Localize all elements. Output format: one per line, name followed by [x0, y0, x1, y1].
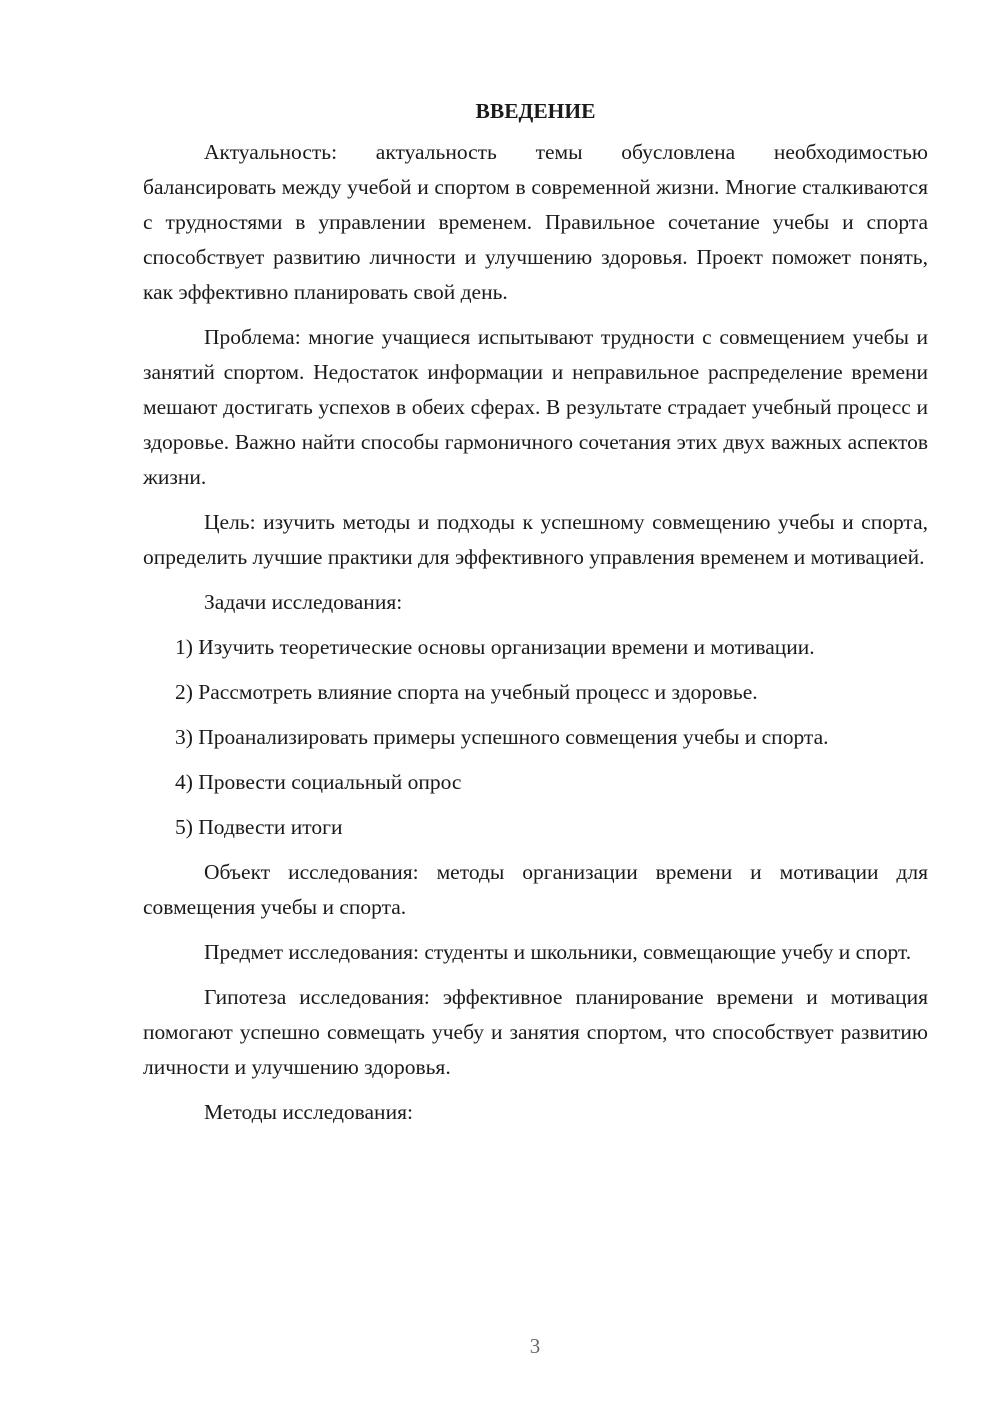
paragraph-subject: Предмет исследования: студенты и школьники, совмещающие учебу и спорт.: [204, 940, 912, 964]
paragraph-hypothesis: Гипотеза исследования: эффективное планирование времени и мотивация помогают успешно совмещать учебу и занятия спортом, что способствует развитию личности и улучшению здоровья.: [143, 985, 928, 1079]
paragraph-tasks-heading: Задачи исследования:: [204, 590, 403, 614]
task-item-3: 3) Проанализировать примеры успешного совмещения учебы и спорта.: [175, 725, 829, 749]
document-body: [143, 92, 928, 1140]
task-item-1: 1) Изучить теоретические основы организации времени и мотивации.: [175, 635, 815, 659]
section-title: ВВЕДЕНИЕ: [475, 99, 596, 123]
page-number: 3: [529, 1334, 541, 1358]
paragraph-object: Объект исследования: методы организации времени и мотивации для совмещения учебы и спорта.: [143, 860, 928, 919]
paragraph-relevance: Актуальность: актуальность темы обусловлена необходимостью балансировать между учебой и спортом в современной жизни. Многие сталкиваются с трудностями в управлении временем. Правильное сочетание учебы и спорта способствует развитию личности и улучшению здоровья. Проект поможет понять, как эффективно планировать свой день.: [143, 140, 928, 304]
task-item-4: 4) Провести социальный опрос: [175, 770, 462, 794]
paragraph-methods: Методы исследования:: [204, 1100, 413, 1124]
paragraph-problem: Проблема: многие учащиеся испытывают трудности с совмещением учебы и занятий спортом. Недостаток информации и неправильное распределение времени мешают достигать успехов в обеих сферах. В результате страдает учебный процесс и здоровье. Важно найти способы гармоничного сочетания этих двух важных аспектов жизни.: [143, 325, 928, 489]
task-item-2: 2) Рассмотреть влияние спорта на учебный процесс и здоровье.: [175, 680, 758, 704]
paragraph-goal: Цель: изучить методы и подходы к успешному совмещению учебы и спорта, определить лучшие практики для эффективного управления временем и мотивацией.: [143, 510, 928, 569]
task-item-5: 5) Подвести итоги: [175, 815, 343, 839]
